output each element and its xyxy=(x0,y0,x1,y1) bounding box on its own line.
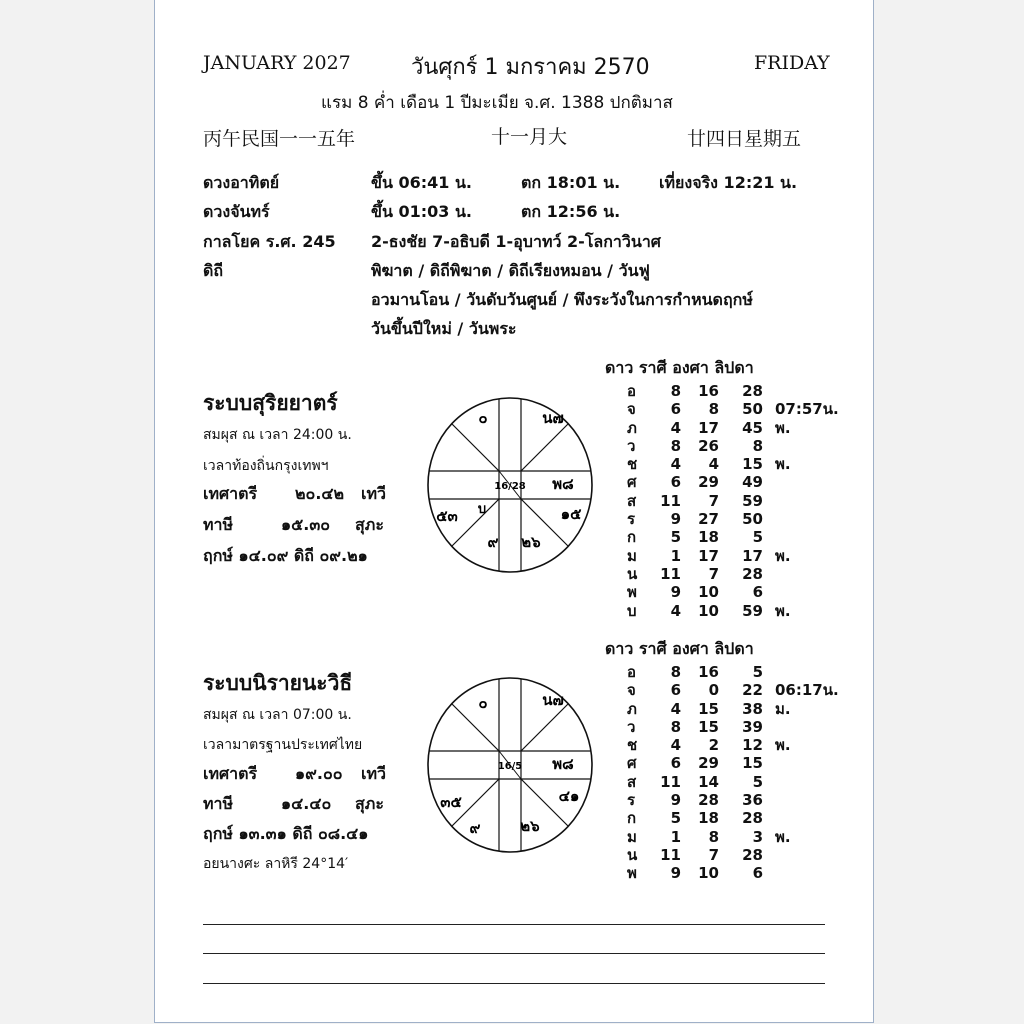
table-row xyxy=(627,828,827,846)
system2-line2-b: ๑๔.๔๐ xyxy=(281,794,332,813)
planet-symbol: น xyxy=(627,845,638,864)
chinese-year: 丙午民国一一五年 xyxy=(203,128,356,150)
note: พ. xyxy=(775,455,791,474)
sign: 5 xyxy=(670,528,681,547)
planet-symbol: ร xyxy=(627,510,636,529)
system1-wheel-right: พ๘ xyxy=(552,475,574,493)
sign: 11 xyxy=(660,772,681,791)
degree: 18 xyxy=(698,809,719,828)
sign: 8 xyxy=(670,382,681,400)
minute: 8 xyxy=(752,436,763,455)
planet-symbol: ร xyxy=(627,791,636,810)
planet-symbol: ว xyxy=(627,717,636,736)
system2-table-header: ดาว ราศี องศา ลิปดา xyxy=(605,639,754,658)
planet-symbol: ช xyxy=(627,736,638,755)
degree: 10 xyxy=(698,583,719,602)
system2-ayanamsa: อยนางศะ ลาหิรี 24°14′ xyxy=(203,856,349,872)
degree: 17 xyxy=(698,418,719,437)
system2-line1-a: เทศาตรี xyxy=(203,764,258,783)
degree: 17 xyxy=(698,546,719,565)
system1-table-header: ดาว ราศี องศา ลิปดา xyxy=(605,358,754,377)
minute: 38 xyxy=(742,699,763,718)
system1-line1-a: เทศาตรี xyxy=(203,484,258,503)
system1-wheel-low-right: ๑๕ xyxy=(560,505,582,523)
sign: 11 xyxy=(660,491,681,510)
planet-symbol: ภ xyxy=(627,418,637,437)
planet-symbol: ภ xyxy=(627,699,637,718)
minute: 45 xyxy=(742,418,763,437)
minute: 17 xyxy=(742,546,763,565)
degree: 2 xyxy=(708,736,719,755)
minute: 28 xyxy=(742,845,763,864)
minute: 28 xyxy=(742,564,763,583)
system2-wheel-top-left: ๐ xyxy=(478,694,488,712)
moon-label: ดวงจันทร์ xyxy=(203,202,270,221)
planet-symbol: ส xyxy=(627,772,637,791)
system2-line1-c: เทวี xyxy=(361,764,386,783)
system2-local: เวลามาตรฐานประเทศไทย xyxy=(203,737,363,753)
degree: 26 xyxy=(698,436,719,455)
minute: 5 xyxy=(752,772,763,791)
note-line xyxy=(203,924,825,925)
table-row xyxy=(627,528,827,546)
diti-line-3: วันขึ้นปีใหม่ / วันพระ xyxy=(371,319,517,338)
system1-wheel-left-b: บ xyxy=(477,502,487,517)
sign: 9 xyxy=(670,510,681,529)
table-row xyxy=(627,754,827,772)
system1-wheel-bottom: ๙ xyxy=(487,533,499,551)
moonrise: ขึ้น 01:03 น. xyxy=(371,202,472,221)
planet-symbol: ว xyxy=(627,436,636,455)
planet-symbol: ช xyxy=(627,455,638,474)
degree: 7 xyxy=(708,564,719,583)
system2-wheel-center: 16/5 xyxy=(497,761,523,772)
note: 07:57น. xyxy=(775,400,839,419)
degree: 29 xyxy=(698,473,719,492)
chinese-month: 十一月大 xyxy=(491,126,568,148)
sign: 4 xyxy=(670,455,681,474)
degree: 27 xyxy=(698,510,719,529)
sign: 6 xyxy=(670,473,681,492)
chinese-day: 廿四日星期五 xyxy=(687,128,802,150)
minute: 59 xyxy=(742,601,763,620)
thai-date: วันศุกร์ 1 มกราคม 2570 xyxy=(411,55,650,80)
system1-line1-b: ๒๐.๔๒ xyxy=(295,484,345,503)
thai-lunar-date: แรม 8 ค่ำ เดือน 1 ปีมะเมีย จ.ศ. 1388 ปกติมาส xyxy=(321,93,673,113)
planet-symbol: น xyxy=(627,564,638,583)
table-row xyxy=(627,565,827,583)
planet-symbol: ก xyxy=(627,809,637,828)
planet-symbol: พ xyxy=(627,583,637,602)
table-row xyxy=(627,547,827,565)
minute: 12 xyxy=(742,736,763,755)
minute: 5 xyxy=(752,528,763,547)
planet-symbol: ศ xyxy=(627,473,637,492)
table-row xyxy=(627,864,827,882)
table-row xyxy=(627,437,827,455)
system2-wheel-left: ๓๕ xyxy=(440,793,462,811)
sign: 4 xyxy=(670,601,681,620)
minute: 39 xyxy=(742,717,763,736)
sign: 8 xyxy=(670,436,681,455)
system1-chart-wheel xyxy=(425,395,595,575)
diti-label: ดิถี xyxy=(203,261,224,280)
note: พ. xyxy=(775,418,791,437)
degree: 0 xyxy=(708,681,719,700)
sign: 8 xyxy=(670,717,681,736)
system1-line3: ฤกษ์ ๑๔.๐๙ ดิถี ๐๙.๒๑ xyxy=(203,546,368,565)
note: 06:17น. xyxy=(775,681,839,700)
degree: 16 xyxy=(698,663,719,681)
sign: 9 xyxy=(670,864,681,883)
sign: 6 xyxy=(670,681,681,700)
sign: 1 xyxy=(670,827,681,846)
sunset: ตก 18:01 น. xyxy=(521,173,621,192)
degree: 18 xyxy=(698,528,719,547)
system1-line2-a: ทาษี xyxy=(203,515,234,534)
degree: 16 xyxy=(698,382,719,400)
system1-line2-b: ๑๕.๓๐ xyxy=(281,515,331,534)
system1-title: ระบบสุริยยาตร์ xyxy=(203,391,338,415)
degree: 14 xyxy=(698,772,719,791)
table-row xyxy=(627,736,827,754)
sign: 4 xyxy=(670,699,681,718)
kalayok-label: กาลโยค ร.ศ. 245 xyxy=(203,232,336,251)
degree: 15 xyxy=(698,717,719,736)
sign: 11 xyxy=(660,845,681,864)
planet-symbol: ส xyxy=(627,491,637,510)
sign: 8 xyxy=(670,663,681,681)
minute: 15 xyxy=(742,754,763,773)
table-row xyxy=(627,492,827,510)
minute: 6 xyxy=(752,864,763,883)
table-row xyxy=(627,681,839,700)
minute: 50 xyxy=(742,400,763,419)
system1-time: สมผุส ณ เวลา 24:00 น. xyxy=(203,427,352,443)
system2-chart-wheel xyxy=(425,675,595,855)
system1-wheel-left: ๕๓ xyxy=(436,507,458,525)
table-row xyxy=(627,663,827,681)
minute: 36 xyxy=(742,791,763,810)
system2-time: สมผุส ณ เวลา 07:00 น. xyxy=(203,707,352,723)
system1-wheel-bottom-right: ๒๖ xyxy=(521,533,541,551)
minute: 3 xyxy=(752,827,763,846)
sign: 1 xyxy=(670,546,681,565)
system1-planet-table xyxy=(627,382,839,620)
note: ม. xyxy=(775,699,791,718)
degree: 10 xyxy=(698,601,719,620)
degree: 15 xyxy=(698,699,719,718)
moonset: ตก 12:56 น. xyxy=(521,202,621,221)
table-row xyxy=(627,791,827,809)
minute: 15 xyxy=(742,455,763,474)
table-row xyxy=(627,602,827,620)
planet-symbol: ม xyxy=(627,546,637,565)
minute: 50 xyxy=(742,510,763,529)
table-row xyxy=(627,455,827,473)
table-row xyxy=(627,473,827,491)
note: พ. xyxy=(775,601,791,620)
degree: 7 xyxy=(708,845,719,864)
system2-wheel-right: พ๘ xyxy=(552,755,574,773)
minute: 59 xyxy=(742,491,763,510)
planet-symbol: จ xyxy=(627,681,636,700)
sign: 6 xyxy=(670,754,681,773)
system2-line3: ฤกษ์ ๑๓.๓๑ ดิถี ๐๘.๔๑ xyxy=(203,824,369,843)
degree: 4 xyxy=(708,455,719,474)
month-english: JANUARY 2027 xyxy=(203,52,351,74)
planet-symbol: พ xyxy=(627,864,637,883)
planet-symbol: จ xyxy=(627,400,636,419)
minute: 6 xyxy=(752,583,763,602)
sign: 6 xyxy=(670,400,681,419)
system2-title: ระบบนิรายนะวิธี xyxy=(203,671,353,695)
sun-label: ดวงอาทิตย์ xyxy=(203,173,280,192)
system2-wheel-top-right: น๗ xyxy=(542,691,564,709)
sign: 9 xyxy=(670,583,681,602)
note: พ. xyxy=(775,736,791,755)
note-line xyxy=(203,983,825,984)
system2-planet-table xyxy=(627,663,839,883)
sign: 9 xyxy=(670,791,681,810)
degree: 10 xyxy=(698,864,719,883)
system1-wheel-top-right: น๗ xyxy=(542,409,564,427)
table-row xyxy=(627,583,827,601)
sign: 4 xyxy=(670,418,681,437)
system1-local: เวลาท้องถิ่นกรุงเทพฯ xyxy=(203,458,329,474)
planet-symbol: อ xyxy=(627,663,637,681)
degree: 7 xyxy=(708,491,719,510)
minute: 28 xyxy=(742,809,763,828)
minute: 22 xyxy=(742,681,763,700)
planet-symbol: อ xyxy=(627,382,637,400)
note: พ. xyxy=(775,827,791,846)
table-row xyxy=(627,846,827,864)
planet-symbol: บ xyxy=(627,601,637,620)
table-row xyxy=(627,400,839,419)
system2-line2-a: ทาษี xyxy=(203,794,234,813)
table-row xyxy=(627,700,827,718)
table-row xyxy=(627,510,827,528)
system1-wheel-center: 16/28 xyxy=(494,481,526,492)
sign: 4 xyxy=(670,736,681,755)
table-row xyxy=(627,773,827,791)
planet-symbol: ก xyxy=(627,528,637,547)
minute: 5 xyxy=(752,663,763,681)
degree: 29 xyxy=(698,754,719,773)
minute: 28 xyxy=(742,382,763,400)
sunrise: ขึ้น 06:41 น. xyxy=(371,173,472,192)
sign: 11 xyxy=(660,564,681,583)
planet-symbol: ศ xyxy=(627,754,637,773)
system2-wheel-bottom: ๙ xyxy=(469,819,481,837)
system1-wheel-top-left: ๐ xyxy=(478,409,488,427)
system2-line2-c: สุภะ xyxy=(355,794,384,813)
sign: 5 xyxy=(670,809,681,828)
system2-wheel-low-right: ๔๑ xyxy=(558,787,580,805)
system1-line1-c: เทวี xyxy=(361,484,386,503)
planet-symbol: ม xyxy=(627,827,637,846)
table-row xyxy=(627,809,827,827)
note: พ. xyxy=(775,546,791,565)
degree: 28 xyxy=(698,791,719,810)
table-row xyxy=(627,382,827,400)
table-row xyxy=(627,718,827,736)
day-english: FRIDAY xyxy=(754,52,830,74)
table-row xyxy=(627,419,827,437)
solar-noon: เที่ยงจริง 12:21 น. xyxy=(659,173,798,192)
degree: 8 xyxy=(708,827,719,846)
kalayok-value: 2-ธงชัย 7-อธิบดี 1-อุบาทว์ 2-โลกาวินาศ xyxy=(371,232,661,251)
diti-line-2: อวมานโอน / วันดับวันศูนย์ / พึงระวังในการกำหนดฤกษ์ xyxy=(371,290,753,309)
system2-wheel-bottom-right: ๒๖ xyxy=(520,817,540,835)
system1-line2-c: สุภะ xyxy=(355,515,384,534)
calendar-page xyxy=(154,0,874,1023)
note-line xyxy=(203,953,825,954)
minute: 49 xyxy=(742,473,763,492)
degree: 8 xyxy=(708,400,719,419)
system2-line1-b: ๑๙.๐๐ xyxy=(295,764,343,783)
diti-line-1: พิฆาต / ดิถีพิฆาต / ดิถีเรียงหมอน / วันฟู xyxy=(371,261,650,280)
